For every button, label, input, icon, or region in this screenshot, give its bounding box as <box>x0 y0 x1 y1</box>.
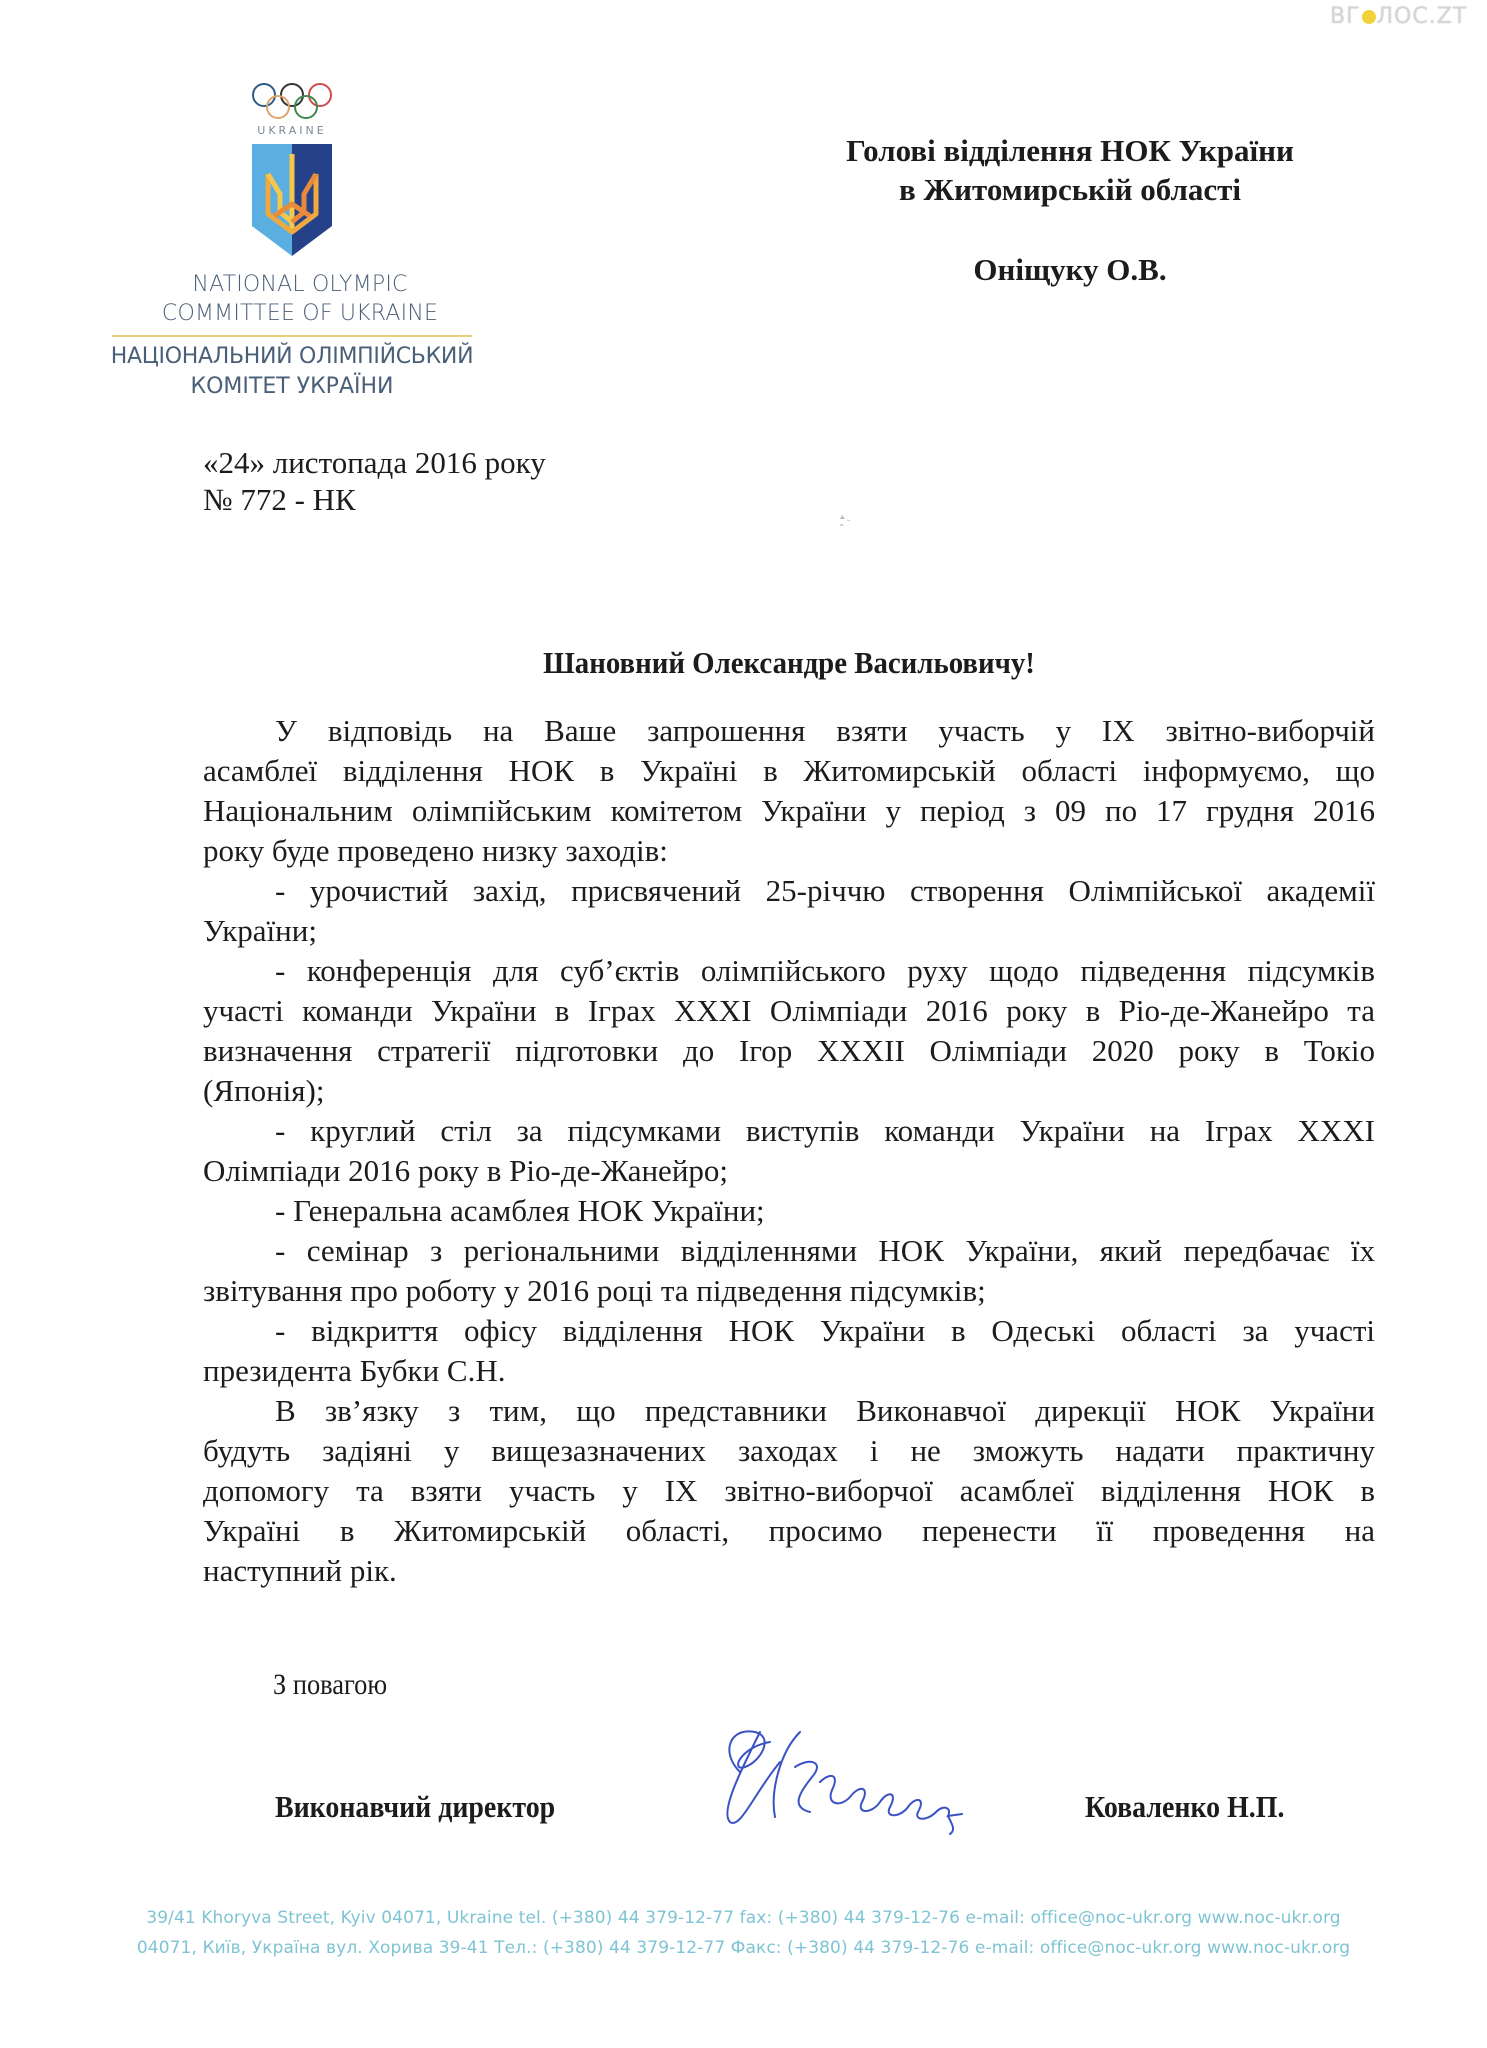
footer-address-en: 39/41 Khoryva Street, Kyiv 04071, Ukraine tel. (+380) 44 379-12-77 fax: (+380) 44 379-12-76 e-mail: office@noc-ukr.org www.noc-ukr.org <box>146 1908 1341 1928</box>
body-line: - семінар з регіональними відділеннями НОК України, який передбачає їх <box>275 1233 1375 1268</box>
body-line: - відкриття офісу відділення НОК України в Одеські області за участі <box>275 1313 1375 1348</box>
body-line: президента Бубки С.Н. <box>203 1353 506 1388</box>
closing-salutation: З повагою <box>273 1668 388 1701</box>
addressee-line1: Голові відділення НОК України <box>846 133 1294 168</box>
body-line: асамблеї відділення НОК в Україні в Житомирській області інформуємо, що <box>203 753 1375 788</box>
body-line: Україні в Житомирській області, просимо перенести її проведення на <box>203 1513 1375 1548</box>
org-name-uk-line1: НАЦІОНАЛЬНИЙ ОЛІМПІЙСЬКИЙ <box>110 344 474 369</box>
body-line: - конференція для суб’єктів олімпійського руху щодо підведення підсумків <box>275 953 1375 988</box>
body-line: визначення стратегії підготовки до Ігор XXXII Олімпіади 2020 року в Токіо <box>203 1033 1375 1068</box>
signer-name: Коваленко Н.П. <box>1085 1789 1285 1824</box>
body-line: наступний рік. <box>203 1553 397 1588</box>
body-line: Національним олімпійським комітетом України у період з 09 по 17 грудня 2016 <box>203 793 1375 828</box>
body-line: Олімпіади 2016 року в Ріо-де-Жанейро; <box>203 1153 729 1188</box>
logo-country-label: UKRAINE <box>257 124 327 137</box>
letter-body <box>203 711 1375 1591</box>
watermark-text-right: ЛОС.ZT <box>1376 4 1468 29</box>
letter-date: «24» листопада 2016 року <box>203 445 546 480</box>
body-line: - урочистий захід, присвячений 25-річчю створення Олімпійської академії <box>275 873 1375 908</box>
letter-number: № 772 - НК <box>203 482 356 517</box>
org-name-en-line2: COMMITTEE OF UKRAINE <box>161 301 439 326</box>
body-line: року буде проведено низку заходів: <box>203 833 668 868</box>
body-line: У відповідь на Ваше запрошення взяти участь у IX звітно-виборчій <box>275 713 1375 748</box>
signer-title: Виконавчий директор <box>275 1789 556 1824</box>
body-line: В зв’язку з тим, що представники Виконавчої дирекції НОК України <box>275 1393 1375 1428</box>
org-name-uk-line2: КОМІТЕТ УКРАЇНИ <box>190 374 394 399</box>
addressee-name: Оніщуку О.В. <box>973 252 1167 287</box>
body-line: будуть задіяні у вищезазначених заходах і не зможуть надати практичну <box>203 1433 1375 1468</box>
body-line: - Генеральна асамблея НОК України; <box>275 1193 765 1228</box>
body-line: (Японія); <box>203 1073 325 1108</box>
letterhead-divider <box>112 335 472 337</box>
site-watermark <box>1330 4 1467 29</box>
org-name-en-line1: NATIONAL OLYMPIC <box>192 272 408 297</box>
olympic-rings-icon <box>250 82 334 122</box>
body-line: участі команди України в Іграх XXXI Олімпіади 2016 року в Ріо-де-Жанейро та <box>203 993 1375 1028</box>
addressee-line2: в Житомирській області <box>899 172 1241 207</box>
body-line: звітування про роботу у 2016 році та підведення підсумків; <box>203 1273 986 1308</box>
trident-shield-icon <box>252 144 332 256</box>
greeting: Шановний Олександре Васильовичу! <box>543 645 1035 680</box>
watermark-sound-icon <box>1362 10 1376 24</box>
body-line: - круглий стіл за підсумками виступів команди України на Іграх XXXI <box>275 1113 1375 1148</box>
scan-speck <box>838 514 852 528</box>
handwritten-signature <box>700 1712 1020 1837</box>
footer-address-uk: 04071, Київ, Україна вул. Хорива 39-41 Тел.: (+380) 44 379-12-77 Факс: (+380) 44 379-12-76 e-mail: office@noc-ukr.org www.noc-ukr.org <box>136 1938 1351 1958</box>
body-line: допомогу та взяти участь у IX звітно-виборчої асамблеї відділення НОК в <box>203 1473 1375 1508</box>
body-line: України; <box>203 913 317 948</box>
watermark-text-left: ВГ <box>1330 4 1361 29</box>
